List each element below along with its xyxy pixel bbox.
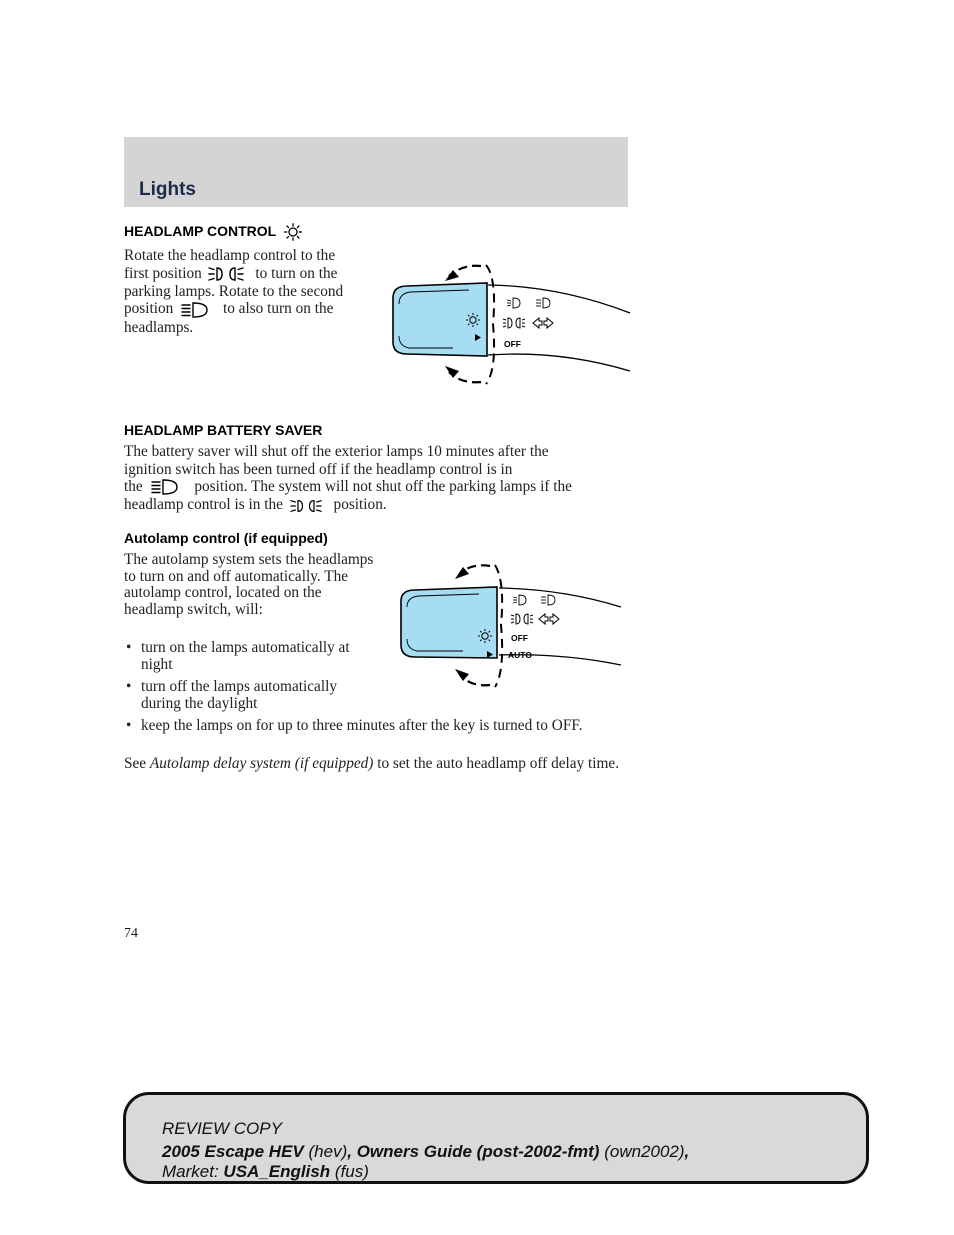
separator: , [684,1142,690,1161]
turn-signal-icon [533,318,553,328]
market-value: USA_English [223,1162,331,1181]
parking-lamp-icon [208,265,244,283]
text-line: The battery saver will shut off the exterior lamps 10 minutes after the [124,443,549,460]
headlamp-control-figure [385,258,635,390]
list-item: • turn on the lamps automatically at night [124,640,374,673]
text-line: parking lamps. Rotate to the second [124,282,344,300]
review-copy-footer [123,1092,869,1184]
battery-saver-text [124,443,624,515]
high-beam-icon [536,298,550,308]
turn-signal-icon [539,614,559,624]
text-line [124,300,384,318]
low-beam-icon [513,595,526,605]
text-span: See [124,755,147,772]
headlamp-icon [151,478,179,496]
text-line: headlamps. [124,318,194,336]
list-item: • turn off the lamps automatically during the daylight [124,679,374,712]
off-label: OFF [511,633,528,643]
headlamp-control-text [124,247,384,336]
model-name: 2005 Escape HEV [162,1142,304,1161]
cross-reference: Autolamp delay system (if equipped) [149,755,374,772]
high-beam-icon [541,595,555,605]
sun-icon [283,223,303,241]
text-span: to also turn on the [222,300,334,318]
text-span: to turn on the [255,264,338,282]
parking-lamp-icon [290,497,322,515]
parking-lamp-icon [511,614,533,624]
text-line [124,265,384,283]
text-line [124,478,624,496]
autolamp-control-figure [393,557,625,693]
market-line [162,1162,369,1182]
text-span: position [124,300,174,318]
heading-text: HEADLAMP CONTROL [124,223,276,239]
document-id-line [162,1142,689,1162]
headlamp-control-heading [124,223,303,241]
text-span: to set the auto headlamp off delay time. [377,755,620,772]
text-span: first position [124,264,202,282]
review-copy-label: REVIEW COPY [162,1119,282,1138]
autolamp-see-reference [124,756,624,773]
text-span: the [124,478,143,495]
text-line: ignition switch has been turned off if the headlamp control is in [124,460,513,478]
headlamp-icon [181,301,209,319]
autolamp-heading: Autolamp control (if equipped) [124,530,328,546]
section-title: Lights [139,179,196,200]
text-span: position. The system will not shut off the parking lamps if the [194,478,572,495]
separator: , [347,1142,352,1161]
off-label: OFF [504,339,521,349]
auto-label: AUTO [508,650,532,660]
model-code: (hev) [308,1142,348,1161]
text-span: headlamp control is in the [124,496,283,514]
text-span: position. [333,496,387,514]
autolamp-intro: The autolamp system sets the headlamps to turn on and off automatically. The autolamp control, located on the headlamp switch, will: [124,551,374,618]
guide-name: Owners Guide (post-2002-fmt) [356,1142,600,1161]
market-code: (fus) [334,1162,369,1181]
battery-saver-heading: HEADLAMP BATTERY SAVER [124,422,323,438]
guide-code: (own2002) [604,1142,685,1161]
parking-lamp-icon [503,318,525,328]
text-line [124,496,624,514]
low-beam-icon [507,298,520,308]
autolamp-bullets-continued [124,718,624,741]
list-item: • keep the lamps on for up to three minutes after the key is turned to OFF. [124,718,624,735]
page-number: 74 [124,926,138,941]
text-line: Rotate the headlamp control to the [124,247,336,264]
section-header-band [124,137,628,207]
market-label: Market: [162,1162,219,1181]
autolamp-bullets [124,640,374,718]
